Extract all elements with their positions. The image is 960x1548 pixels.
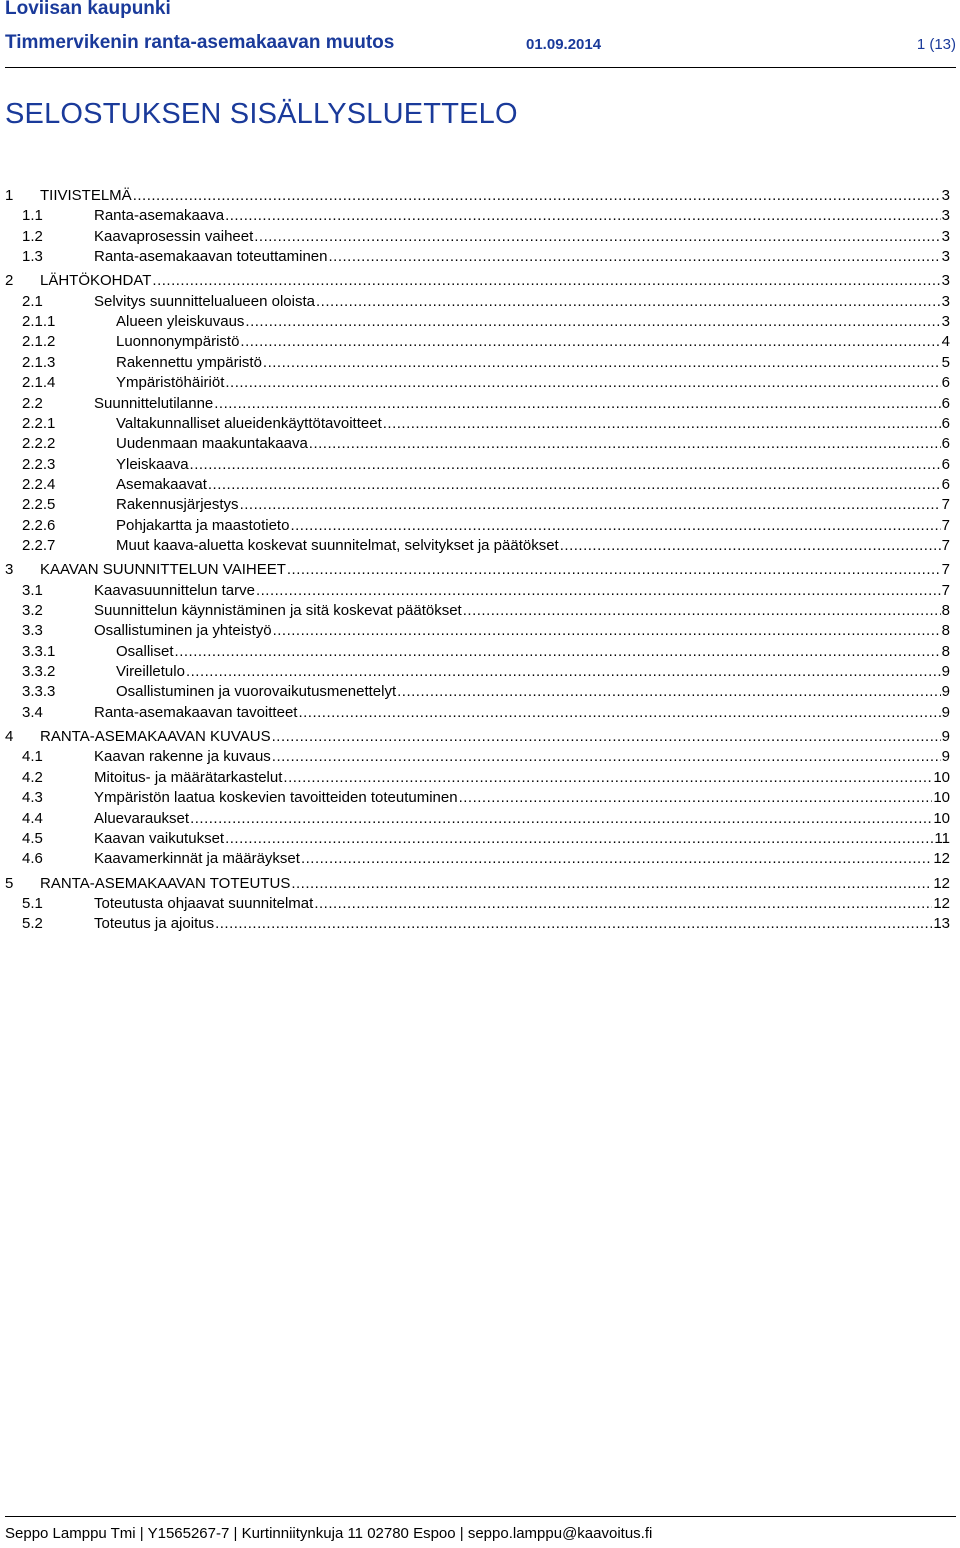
toc-entry-leader (116, 662, 950, 682)
toc-entry-leader (116, 642, 950, 662)
toc-entry[interactable] (0, 434, 950, 455)
toc-entry[interactable] (0, 292, 950, 313)
toc-dot-leader (560, 536, 941, 556)
toc-entry-title: Alueen yleiskuvaus (116, 313, 245, 331)
toc-entry-title: Suunnittelun käynnistäminen ja sitä koskevat päätökset (94, 602, 462, 619)
toc-entry-title: Osallistuminen ja vuorovaikutusmenettelyt (116, 683, 397, 701)
toc-entry[interactable] (0, 332, 950, 353)
toc-entry[interactable] (0, 516, 950, 537)
toc-entry[interactable] (0, 727, 950, 748)
toc-entry[interactable] (0, 414, 950, 435)
toc-entry-leader (40, 560, 950, 580)
toc-entry-leader (94, 849, 950, 869)
toc-entry-title: TIIVISTELMÄ (40, 187, 132, 204)
toc-dot-leader (314, 894, 932, 914)
toc-entry-page: 6 (941, 394, 950, 412)
toc-dot-leader (273, 621, 941, 641)
toc-entry-page: 6 (941, 475, 950, 493)
toc-entry-leader (116, 312, 950, 332)
toc-entry[interactable] (0, 560, 950, 581)
toc-entry-leader (40, 186, 950, 206)
toc-heading: SELOSTUKSEN SISÄLLYSLUETTELO (5, 98, 518, 130)
toc-dot-leader (225, 829, 933, 849)
toc-entry-leader (94, 703, 950, 723)
toc-dot-leader (208, 475, 941, 495)
toc-entry-page: 13 (933, 915, 950, 933)
toc-entry[interactable] (0, 788, 950, 809)
toc-entry-page: 12 (933, 894, 950, 912)
toc-entry-leader (40, 727, 950, 747)
toc-entry-title: Asemakaavat (116, 475, 207, 493)
toc-dot-leader (298, 703, 940, 723)
toc-dot-leader (272, 747, 941, 767)
toc-entry-number: 4.3 (22, 789, 43, 807)
toc-dot-leader (186, 662, 941, 682)
toc-entry-leader (40, 271, 950, 291)
toc-dot-leader (152, 271, 940, 291)
toc-entry-page: 10 (933, 768, 950, 786)
toc-entry-page: 8 (941, 602, 950, 619)
toc-entry[interactable] (0, 227, 950, 248)
page-number: 1 (13) (916, 36, 956, 53)
toc-entry-leader (94, 292, 950, 312)
toc-entry[interactable] (0, 894, 950, 915)
toc-entry-page: 9 (941, 703, 950, 721)
toc-dot-leader (287, 560, 941, 580)
toc-dot-leader (175, 642, 941, 662)
toc-dot-leader (316, 292, 941, 312)
toc-entry-page: 5 (941, 353, 950, 371)
toc-entry-leader (94, 768, 950, 788)
toc-dot-leader (397, 682, 941, 702)
toc-dot-leader (301, 849, 932, 869)
toc-entry-number: 3.3.2 (22, 663, 56, 681)
toc-entry[interactable] (0, 271, 950, 292)
toc-entry-number: 3.3.3 (22, 683, 56, 701)
toc-entry-title: Rakennusjärjestys (116, 496, 239, 514)
document-date: 01.09.2014 (526, 36, 602, 53)
toc-entry-leader (116, 373, 950, 393)
toc-entry-number: 2.2.4 (22, 475, 56, 493)
toc-entry[interactable] (0, 621, 950, 642)
toc-entry-number: 3.3 (22, 622, 43, 640)
toc-dot-leader (283, 768, 932, 788)
toc-entry-number: 2.2.7 (22, 536, 56, 554)
organization-name: Loviisan kaupunki (5, 0, 171, 19)
toc-dot-leader (459, 788, 933, 808)
toc-dot-leader (215, 914, 932, 934)
toc-entry[interactable] (0, 874, 950, 895)
toc-entry-number: 4.6 (22, 850, 43, 868)
toc-entry[interactable] (0, 747, 950, 768)
toc-entry-page: 9 (941, 728, 950, 746)
toc-entry-leader (94, 809, 950, 829)
toc-entry[interactable] (0, 455, 950, 476)
toc-entry-title: Selvitys suunnittelualueen oloista (94, 292, 315, 310)
toc-entry-title: Kaavan rakenne ja kuvaus (94, 748, 271, 766)
toc-dot-leader (272, 727, 941, 747)
toc-entry-number: 4 (5, 728, 14, 746)
toc-dot-leader (214, 394, 940, 414)
toc-entry-title: Aluevaraukset (94, 809, 190, 827)
toc-entry-page: 3 (941, 207, 950, 225)
toc-entry-page: 12 (933, 850, 950, 868)
toc-entry[interactable] (0, 186, 950, 207)
toc-entry[interactable] (0, 353, 950, 374)
header-divider (5, 67, 956, 68)
toc-entry-page: 7 (941, 581, 950, 599)
toc-entry-title: Osalliset (116, 642, 174, 660)
toc-entry-number: 2.2.2 (22, 435, 56, 453)
toc-entry-number: 4.2 (22, 768, 43, 786)
document-title: Timmervikenin ranta-asemakaavan muutos (5, 32, 395, 53)
toc-dot-leader (383, 414, 941, 434)
toc-entry-number: 5.2 (22, 915, 43, 933)
toc-entry-leader (116, 455, 950, 475)
toc-entry-leader (94, 227, 950, 247)
toc-entry[interactable] (0, 581, 950, 602)
toc-entry-leader (94, 394, 950, 414)
toc-entry-number: 2.1.4 (22, 374, 56, 392)
toc-entry[interactable] (0, 662, 950, 683)
toc-entry-title: Muut kaava-aluetta koskevat suunnitelmat, selvitykset ja päätökset (116, 536, 559, 554)
toc-entry-page: 10 (933, 809, 950, 827)
toc-entry-page: 7 (941, 561, 950, 579)
toc-entry[interactable] (0, 394, 950, 415)
toc-entry-title: KAAVAN SUUNNITTELUN VAIHEET (40, 561, 286, 579)
toc-entry-leader (94, 581, 950, 601)
toc-entry-leader (94, 247, 950, 267)
toc-entry[interactable] (0, 809, 950, 830)
toc-entry-leader (94, 914, 950, 934)
toc-entry[interactable] (0, 914, 950, 935)
toc-entry-title: Kaavaprosessin vaiheet (94, 227, 254, 245)
toc-entry-title: Toteutusta ohjaavat suunnitelmat (94, 894, 314, 912)
toc-entry-title: Yleiskaava (116, 455, 189, 473)
toc-dot-leader (463, 601, 941, 621)
toc-entry-number: 2.1 (22, 292, 43, 310)
toc-entry-number: 3.4 (22, 703, 43, 721)
toc-entry[interactable] (0, 601, 950, 622)
toc-dot-leader (190, 809, 932, 829)
toc-entry-page: 3 (941, 313, 950, 331)
toc-entry-number: 2 (5, 272, 14, 290)
toc-entry-number: 2.2.6 (22, 516, 56, 534)
toc-entry-page: 4 (941, 333, 950, 351)
toc-dot-leader (254, 227, 940, 247)
toc-entry-title: Mitoitus- ja määrätarkastelut (94, 768, 283, 786)
toc-entry-number: 2.1.3 (22, 353, 56, 371)
toc-entry-number: 2.2.3 (22, 455, 56, 473)
toc-entry-title: Vireilletulo (116, 663, 185, 681)
toc-entry-page: 9 (941, 663, 950, 681)
toc-entry-number: 2.2.1 (22, 414, 56, 432)
toc-entry-number: 2.1.1 (22, 313, 56, 331)
toc-entry-page: 7 (941, 536, 950, 554)
toc-entry-leader (94, 788, 950, 808)
toc-entry-leader (116, 475, 950, 495)
toc-entry[interactable] (0, 703, 950, 724)
toc-entry[interactable] (0, 536, 950, 557)
toc-entry-leader (116, 516, 950, 536)
toc-entry[interactable] (0, 373, 950, 394)
toc-entry-number: 3.2 (22, 602, 43, 619)
toc-entry-number: 1.1 (22, 207, 43, 225)
toc-entry-page: 8 (941, 622, 950, 640)
toc-entry-number: 2.1.2 (22, 333, 56, 351)
toc-entry-title: Kaavasuunnittelun tarve (94, 581, 255, 599)
toc-entry-page: 3 (941, 187, 950, 204)
toc-dot-leader (290, 516, 940, 536)
toc-entry-title: Kaavan vaikutukset (94, 829, 225, 847)
toc-entry-page: 6 (941, 435, 950, 453)
toc-entry-page: 11 (934, 829, 950, 847)
toc-dot-leader (190, 455, 941, 475)
toc-dot-leader (263, 353, 941, 373)
toc-dot-leader (225, 206, 941, 226)
toc-entry-leader (94, 894, 950, 914)
toc-entry[interactable] (0, 829, 950, 850)
toc-entry-number: 5 (5, 874, 14, 892)
toc-entry[interactable] (0, 247, 950, 268)
toc-entry-leader (94, 601, 950, 621)
toc-entry-number: 4.5 (22, 829, 43, 847)
toc-entry-page: 3 (941, 248, 950, 266)
toc-entry-number: 4.1 (22, 748, 43, 766)
toc-entry-leader (40, 874, 950, 894)
toc-entry-page: 10 (933, 789, 950, 807)
toc-entry-leader (116, 332, 950, 352)
toc-entry-title: Ympäristöhäiriöt (116, 374, 225, 392)
toc-entry-page: 6 (941, 374, 950, 392)
toc-entry-title: Ympäristön laatua koskevien tavoitteiden toteutuminen (94, 789, 458, 807)
toc-entry-number: 3.1 (22, 581, 43, 599)
toc-entry-title: LÄHTÖKOHDAT (40, 272, 152, 290)
toc-entry-title: Pohjakartta ja maastotieto (116, 516, 290, 534)
toc-entry-page: 3 (941, 227, 950, 245)
toc-entry[interactable] (0, 495, 950, 516)
toc-entry-page: 6 (941, 455, 950, 473)
toc-entry-page: 6 (941, 414, 950, 432)
toc-entry-page: 9 (941, 683, 950, 701)
toc-entry[interactable] (0, 682, 950, 703)
toc-entry-number: 1.3 (22, 248, 43, 266)
toc-dot-leader (256, 581, 941, 601)
toc-entry-title: Osallistuminen ja yhteistyö (94, 622, 272, 640)
toc-entry-page: 3 (941, 272, 950, 290)
toc-entry-leader (116, 536, 950, 556)
toc-entry-number: 5.1 (22, 894, 43, 912)
toc-entry-leader (116, 682, 950, 702)
toc-dot-leader (240, 495, 941, 515)
toc-entry[interactable] (0, 475, 950, 496)
toc-entry-page: 7 (941, 516, 950, 534)
footer-text: Seppo Lamppu Tmi | Y1565267-7 | Kurtinniitynkuja 11 02780 Espoo | seppo.lamppu@kaavoitus.fi (5, 1525, 653, 1542)
toc-entry-title: Ranta-asemakaavan toteuttaminen (94, 248, 328, 266)
footer-divider (5, 1516, 956, 1517)
toc-dot-leader (245, 312, 940, 332)
toc-entry-title: RANTA-ASEMAKAAVAN TOTEUTUS (40, 874, 291, 892)
toc-entry-page: 3 (941, 292, 950, 310)
toc-entry-number: 2.2 (22, 394, 43, 412)
toc-entry-leader (94, 747, 950, 767)
toc-dot-leader (291, 874, 932, 894)
toc-entry-leader (116, 434, 950, 454)
toc-entry-page: 7 (941, 496, 950, 514)
toc-dot-leader (225, 373, 940, 393)
toc-entry-number: 1 (5, 187, 14, 204)
toc-entry[interactable] (0, 312, 950, 333)
toc-entry-title: Valtakunnalliset alueidenkäyttötavoitteet (116, 414, 382, 432)
toc-entry-title: Suunnittelutilanne (94, 394, 214, 412)
toc-entry-leader (116, 495, 950, 515)
toc-entry-title: Toteutus ja ajoitus (94, 915, 215, 933)
toc-dot-leader (133, 186, 941, 206)
toc-entry-number: 1.2 (22, 227, 43, 245)
toc-entry-title: Ranta-asemakaavan tavoitteet (94, 703, 298, 721)
toc-dot-leader (309, 434, 941, 454)
toc-entry[interactable] (0, 642, 950, 663)
toc-entry-page: 8 (941, 642, 950, 660)
toc-entry-leader (94, 621, 950, 641)
toc-entry[interactable] (0, 768, 950, 789)
toc-entry-number: 2.2.5 (22, 496, 56, 514)
toc-dot-leader (328, 247, 940, 267)
toc-entry-number: 4.4 (22, 809, 43, 827)
toc-entry-title: Ranta-asemakaava (94, 207, 225, 225)
toc-entry-number: 3.3.1 (22, 642, 56, 660)
toc-entry-title: Luonnonympäristö (116, 333, 240, 351)
toc-entry-page: 12 (933, 874, 950, 892)
toc-dot-leader (240, 332, 940, 352)
toc-entry-title: RANTA-ASEMAKAAVAN KUVAUS (40, 728, 271, 746)
toc-entry-title: Rakennettu ympäristö (116, 353, 262, 371)
toc-entry[interactable] (0, 206, 950, 227)
page-header (5, 32, 956, 58)
toc-entry[interactable] (0, 849, 950, 870)
toc-entry-leader (94, 829, 950, 849)
toc-entry-title: Kaavamerkinnät ja määräykset (94, 850, 300, 868)
toc-entry-leader (116, 353, 950, 373)
toc-entry-title: Uudenmaan maakuntakaava (116, 435, 308, 453)
toc-entry-leader (116, 414, 950, 434)
toc-entry-number: 3 (5, 561, 14, 579)
toc-entry-leader (94, 206, 950, 226)
toc-entry-page: 9 (941, 748, 950, 766)
